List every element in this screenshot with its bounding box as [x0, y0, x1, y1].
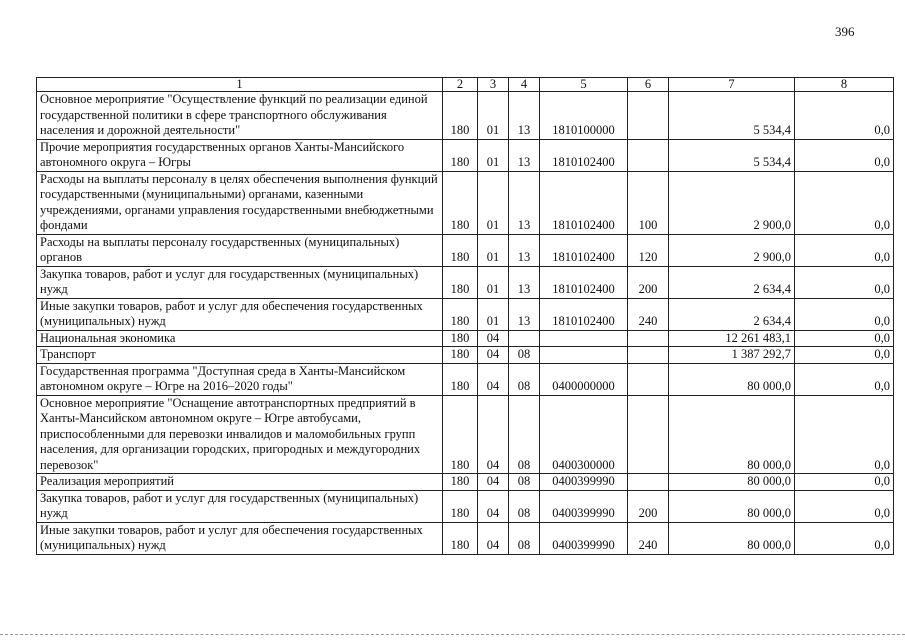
admin-code-cell: 180 [443, 395, 478, 474]
column-header: 4 [509, 78, 540, 92]
row-name-cell: Иные закупки товаров, работ и услуг для обеспечения государственных (муниципальных) нужд [37, 522, 443, 554]
expense-type-cell: 200 [628, 266, 669, 298]
subsection-cell: 08 [509, 490, 540, 522]
amount-cell: 1 387 292,7 [669, 347, 795, 364]
amount-cell: 2 900,0 [669, 234, 795, 266]
subsection-cell: 08 [509, 363, 540, 395]
amount-cell: 80 000,0 [669, 474, 795, 491]
subsection-cell: 08 [509, 522, 540, 554]
column-header: 5 [540, 78, 628, 92]
subsection-cell: 13 [509, 171, 540, 234]
target-article-cell: 0400399990 [540, 522, 628, 554]
admin-code-cell: 180 [443, 171, 478, 234]
section-cell: 01 [478, 234, 509, 266]
row-name-cell: Реализация мероприятий [37, 474, 443, 491]
target-article-cell: 1810100000 [540, 92, 628, 140]
admin-code-cell: 180 [443, 522, 478, 554]
expense-type-cell: 240 [628, 522, 669, 554]
amount-cell-2: 0,0 [795, 363, 894, 395]
subsection-cell: 13 [509, 298, 540, 330]
row-name-cell: Прочие мероприятия государственных органов Ханты-Мансийского автономного округа – Югры [37, 139, 443, 171]
admin-code-cell: 180 [443, 234, 478, 266]
section-cell: 04 [478, 363, 509, 395]
section-cell: 01 [478, 139, 509, 171]
expense-type-cell [628, 474, 669, 491]
target-article-cell: 0400399990 [540, 474, 628, 491]
admin-code-cell: 180 [443, 490, 478, 522]
table-row [37, 266, 894, 298]
expense-type-cell: 100 [628, 171, 669, 234]
section-cell: 04 [478, 490, 509, 522]
table-body [37, 92, 894, 555]
subsection-cell: 13 [509, 234, 540, 266]
amount-cell-2: 0,0 [795, 474, 894, 491]
amount-cell-2: 0,0 [795, 298, 894, 330]
row-name-cell: Расходы на выплаты персоналу в целях обеспечения выполнения функций государственными (муниципальными) органами, казенными учреждениями, органами управления государственными внебюджетными фондами [37, 171, 443, 234]
target-article-cell: 1810102400 [540, 234, 628, 266]
admin-code-cell: 180 [443, 298, 478, 330]
target-article-cell: 1810102400 [540, 266, 628, 298]
amount-cell-2: 0,0 [795, 171, 894, 234]
expense-type-cell [628, 330, 669, 347]
budget-table [36, 77, 894, 555]
admin-code-cell: 180 [443, 474, 478, 491]
table-row [37, 347, 894, 364]
expense-type-cell [628, 139, 669, 171]
expense-type-cell [628, 395, 669, 474]
table-row [37, 395, 894, 474]
target-article-cell: 0400000000 [540, 363, 628, 395]
table-header-row [37, 78, 894, 92]
amount-cell: 2 634,4 [669, 298, 795, 330]
admin-code-cell: 180 [443, 92, 478, 140]
table-row [37, 298, 894, 330]
amount-cell-2: 0,0 [795, 266, 894, 298]
page-number: 396 [835, 24, 855, 39]
amount-cell: 5 534,4 [669, 139, 795, 171]
table-row [37, 363, 894, 395]
expense-type-cell: 240 [628, 298, 669, 330]
subsection-cell: 08 [509, 347, 540, 364]
target-article-cell: 1810102400 [540, 171, 628, 234]
row-name-cell: Государственная программа "Доступная среда в Ханты-Мансийском автономном округе – Югре на 2016–2020 годы" [37, 363, 443, 395]
amount-cell: 12 261 483,1 [669, 330, 795, 347]
row-name-cell: Иные закупки товаров, работ и услуг для обеспечения государственных (муниципальных) нужд [37, 298, 443, 330]
section-cell: 01 [478, 298, 509, 330]
column-header: 8 [795, 78, 894, 92]
amount-cell-2: 0,0 [795, 395, 894, 474]
table-row [37, 139, 894, 171]
column-header: 6 [628, 78, 669, 92]
section-cell: 01 [478, 92, 509, 140]
row-name-cell: Основное мероприятие "Оснащение автотранспортных предприятий в Ханты-Мансийском автономном округе – Югре автобусами, приспособленными для перевозки инвалидов и маломобильных групп населения, для организации городских, пригородных и междугородних перевозок" [37, 395, 443, 474]
row-name-cell: Национальная экономика [37, 330, 443, 347]
target-article-cell: 1810102400 [540, 139, 628, 171]
column-header: 1 [37, 78, 443, 92]
subsection-cell: 13 [509, 266, 540, 298]
section-cell: 04 [478, 330, 509, 347]
section-cell: 04 [478, 395, 509, 474]
subsection-cell: 13 [509, 139, 540, 171]
table-row [37, 234, 894, 266]
target-article-cell: 0400399990 [540, 490, 628, 522]
amount-cell-2: 0,0 [795, 139, 894, 171]
amount-cell-2: 0,0 [795, 347, 894, 364]
subsection-cell: 08 [509, 395, 540, 474]
admin-code-cell: 180 [443, 330, 478, 347]
section-cell: 04 [478, 474, 509, 491]
expense-type-cell [628, 363, 669, 395]
admin-code-cell: 180 [443, 266, 478, 298]
amount-cell: 2 634,4 [669, 266, 795, 298]
amount-cell-2: 0,0 [795, 92, 894, 140]
admin-code-cell: 180 [443, 347, 478, 364]
amount-cell: 80 000,0 [669, 363, 795, 395]
section-cell: 01 [478, 171, 509, 234]
target-article-cell: 1810102400 [540, 298, 628, 330]
amount-cell-2: 0,0 [795, 234, 894, 266]
column-header: 3 [478, 78, 509, 92]
table-row [37, 92, 894, 140]
expense-type-cell: 200 [628, 490, 669, 522]
section-cell: 01 [478, 266, 509, 298]
table-row [37, 330, 894, 347]
table-row [37, 522, 894, 554]
expense-type-cell [628, 347, 669, 364]
row-name-cell: Закупка товаров, работ и услуг для государственных (муниципальных) нужд [37, 490, 443, 522]
row-name-cell: Транспорт [37, 347, 443, 364]
admin-code-cell: 180 [443, 363, 478, 395]
column-header: 2 [443, 78, 478, 92]
amount-cell-2: 0,0 [795, 490, 894, 522]
expense-type-cell: 120 [628, 234, 669, 266]
table-row [37, 474, 894, 491]
subsection-cell: 13 [509, 92, 540, 140]
subsection-cell: 08 [509, 474, 540, 491]
target-article-cell: 0400300000 [540, 395, 628, 474]
table-row [37, 490, 894, 522]
amount-cell-2: 0,0 [795, 522, 894, 554]
amount-cell: 5 534,4 [669, 92, 795, 140]
amount-cell: 2 900,0 [669, 171, 795, 234]
subsection-cell [509, 330, 540, 347]
amount-cell: 80 000,0 [669, 522, 795, 554]
amount-cell: 80 000,0 [669, 395, 795, 474]
row-name-cell: Основное мероприятие "Осуществление функций по реализации единой государственной политики в сфере транспортного обслуживания населения и дорожной деятельности" [37, 92, 443, 140]
section-cell: 04 [478, 347, 509, 364]
admin-code-cell: 180 [443, 139, 478, 171]
target-article-cell [540, 347, 628, 364]
expense-type-cell [628, 92, 669, 140]
scan-edge-line [0, 634, 905, 635]
table-row [37, 171, 894, 234]
row-name-cell: Расходы на выплаты персоналу государственных (муниципальных) органов [37, 234, 443, 266]
column-header: 7 [669, 78, 795, 92]
amount-cell-2: 0,0 [795, 330, 894, 347]
section-cell: 04 [478, 522, 509, 554]
row-name-cell: Закупка товаров, работ и услуг для государственных (муниципальных) нужд [37, 266, 443, 298]
amount-cell: 80 000,0 [669, 490, 795, 522]
target-article-cell [540, 330, 628, 347]
